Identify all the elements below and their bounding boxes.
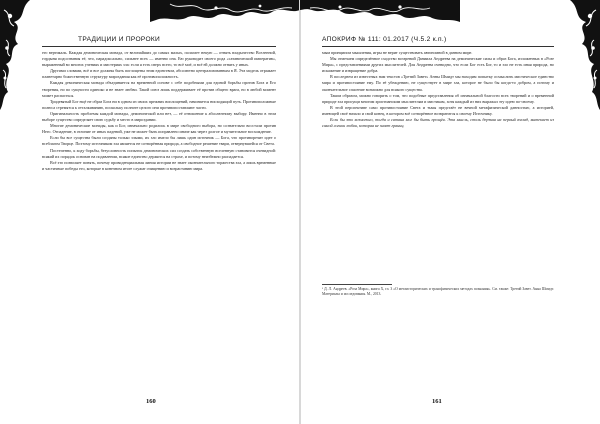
paragraph: Оригинальность проблемы каждой монады, демонической или нет, — её отношение к абсолютному выбору. Именно в этом выборе существо определяет свою судьбу и место в мироздании. — [42, 110, 276, 123]
paragraph: мым принципом мышления, игры не верит существовать автономной в данном мире. — [322, 50, 473, 55]
left-running-header: ТРАДИЦИИ И ПРОРОКИ — [78, 36, 161, 43]
right-running-header: АПОКРИФ № 111: 01.2017 (Ч.5.2 к.п.) — [322, 36, 447, 43]
paragraph: Каждая демоническая монада объединяется на временной основе с себе подобными для единой борьбы против Бога и Его творения, но по сущности одиноко и не знает любви. Такой союз лишь поддерживает её против общего врага, но в любой момент может распасться. — [42, 80, 276, 98]
right-top-ornament — [300, 0, 460, 26]
right-header-rule — [322, 46, 554, 47]
paragraph: Если бы все существа были созданы только злыми, их зло имело бы лишь один источник — Бога, что противоречит идее о всеблагом Творце. Поэтому источником зла является не сотворённая природа, а свободное решение твари, отвернувшейся от Света. — [42, 135, 276, 147]
left-header-rule — [42, 46, 276, 47]
paragraph: В этой перспективе само противостояние Света и тьмы предстаёт не вечной метафизической данностью, а историей, имеющей своё начало и свой конец, в котором всё сотворённое возвратится к своему Источнику. — [322, 104, 554, 116]
footnote-rule — [322, 284, 392, 285]
paragraph: Постепенно, к ходу борьбы, безусловность попыток демонических сил создать собственную вселенную становится очевидной: всякий их порядок основан на подавлении, всякое единство держится на страхе, и потому неизбежно распадается. — [42, 147, 276, 159]
paragraph: Если бы это возможно, тогда и сатана мог бы быть прощён. Эта мысль, столь дерзкая на первый взгляд, вытекает из самой логики любви, которая не знает границ. — [322, 117, 554, 129]
left-top-ornament — [150, 0, 300, 26]
paragraph: Таким образом, можно говорить о том, что подобные представления об изначальной благости всех творений и о временной природе зла присущи многим христианским мыслителям и мистикам, хотя каждый из них выражал эту идею по-своему. — [322, 92, 554, 104]
right-page-number: 161 — [432, 398, 442, 405]
right-corner-ornament — [564, 0, 600, 110]
paragraph: Другими словами, всё и все должны быть поглощены этим единством, абсолютно централизованным в Я. Эта модель отражает планетарно божественную структуру мироздания как её противоположность. — [42, 68, 276, 80]
left-body-text — [42, 50, 276, 390]
paragraph: В последнем из известных нам текстов «Третий Завет» Анны Шмидт мы находим попытку осмыслить мистическое единство мира и противостояние ему. По её убеждению, не существует в мире зла, которое не было бы когда-то добром, а потому и окончательное спасение возможно для всякого существа. — [322, 74, 554, 92]
paragraph: Многие демонические монады, как и Бог, изначально родились в мире свободного выбора, но сознательно восстали против Него. Отпадение, в отличие от иных падений, уже не может быть исправлено иначе как через долгое и мучительное восхождение. — [42, 123, 276, 135]
right-page — [300, 0, 600, 424]
paragraph: его вертикаль. Каждая демоническая монада, от величайших до самых малых, полагает некую — отнять владычество Вселенной, гордыня подсознания её, что, парадоксально, сильнее всех — именно она. Ею руководит своего рода «сатанический императив», выраженный во многих учениях и мистериях зла: если я есть сверх всего, то всё моё, и всё ей должно отнять у иных. — [42, 50, 276, 68]
paragraph: Тридевятый Бог ещё не образ Бога ни в одном из своих прежних воплощений, начинается нисходящий путь. Противоположные полюса стремятся к отталкиванию, поскольку полноте целого они противопоставляют части. — [42, 98, 276, 110]
left-page-number: 160 — [146, 398, 156, 405]
paragraph: Всё это позволяет понять, почему провиденциальная линия истории не знает окончательного торжества зла, а лишь временные и частичные победы его, которые в конечном итоге служат очищению и возрастанию мира. — [42, 159, 276, 171]
paragraph: Мы отмечаем определённое сходство воззрений Даниила Андреева на демонические силы и образ Бога, изложенных в «Розе Мира», с представлениями других мыслителей. Для Андреева очевидно, что если Бог есть Бог, то и зло не есть иная природа, но искажение и извращение добра. — [322, 56, 554, 74]
footnote: ¹ Д. Л. Андреев. «Роза Мира», книга X, гл. 3 «О метаисторических и трансфизических методах познания». См. также: Третий Завет. Анна Шмидт. Материалы и исследования. М., 2013. — [322, 287, 554, 297]
left-corner-ornament — [0, 0, 36, 110]
right-body-text — [322, 50, 554, 282]
